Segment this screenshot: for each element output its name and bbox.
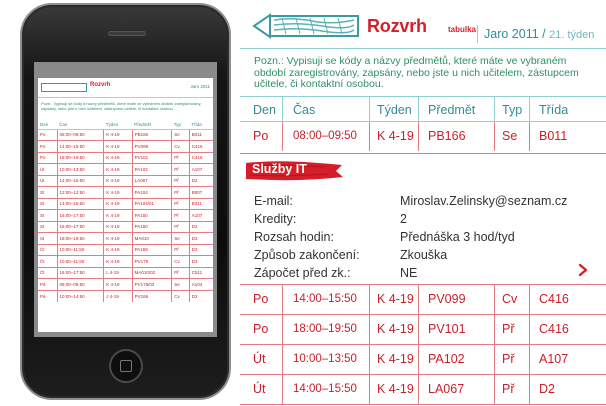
phone-cell-day: Po: [38, 129, 57, 141]
column-divider: [369, 97, 370, 122]
cell-divider: [282, 122, 283, 151]
column-header-room[interactable]: Třída: [539, 103, 569, 117]
phone-cell-type: Př: [172, 187, 190, 199]
cell-day: Út: [253, 352, 266, 366]
phone-cell-day: St: [38, 187, 57, 199]
phone-semester: Jaro 2011: [190, 84, 210, 89]
phone-cell-room: D3: [189, 233, 213, 245]
cell-divider: [369, 375, 370, 404]
cell-divider: [494, 122, 495, 151]
phone-cell-type: Př: [172, 175, 190, 187]
cell-divider: [494, 345, 495, 374]
phone-cell-room: B007: [189, 187, 213, 199]
phone-cell-week: J 4-19: [104, 290, 132, 302]
phone-cell-type: Cv: [172, 290, 190, 302]
cell-divider: [529, 285, 530, 314]
phone-cell-room: B311: [189, 198, 213, 210]
phone-cell-week: K 4-19: [104, 141, 132, 153]
note-text: Pozn.: Vypisuji se kódy a názvy předmětů, které máte ve vybraném období zaregistrovány, zapsány, nebo jste u nich učitelem, zástupcem učitele, či kontaktní osobou.: [254, 55, 579, 91]
cell-time: 14:00–15:50: [293, 293, 357, 305]
phone-cell-room: C511: [189, 267, 213, 279]
phone-cell-room: D3: [189, 244, 213, 256]
phone-cell-time: 16:00–17:50: [57, 210, 104, 222]
detail-label-credit-before-exam: Zápočet před zk.:: [254, 266, 351, 280]
cell-day: Po: [253, 322, 269, 336]
phone-cell-time: 14:00–15:50: [57, 198, 104, 210]
phone-cell-week: K 4-19: [104, 164, 132, 176]
phone-column-header[interactable]: Týden: [104, 120, 132, 129]
phone-table-row[interactable]: [38, 141, 213, 153]
cell-divider: [369, 315, 370, 344]
cell-divider: [418, 375, 419, 404]
phone-cell-time: 08:00–09:50: [57, 279, 104, 291]
cell-divider: [369, 122, 370, 151]
header-divider: [477, 25, 478, 43]
phone-app-title: Rozvrh: [90, 82, 111, 88]
cell-type: Př: [502, 352, 515, 366]
phone-cell-day: St: [38, 233, 57, 245]
column-header-type[interactable]: Typ: [502, 103, 523, 117]
detail-label-hours: Rozsah hodin:: [254, 230, 334, 244]
cell-time: 08:00–09:50: [293, 130, 357, 142]
semester-name: Jaro 2011: [484, 27, 539, 41]
phone-column-header[interactable]: Třída: [189, 120, 213, 129]
phone-cell-day: Čt: [38, 244, 57, 256]
pencil-logo-icon: [252, 12, 362, 40]
phone-cell-subject: PA150: [132, 221, 172, 233]
cell-week: K 4-19: [377, 292, 414, 306]
phone-cell-subject: PB166: [132, 129, 172, 141]
phone-table-row[interactable]: [38, 256, 213, 268]
phone-cell-type: Cv: [172, 141, 190, 153]
week-label: 21. týden: [549, 29, 595, 41]
phone-cell-subject: MA010: [132, 233, 172, 245]
cell-divider: [418, 285, 419, 314]
cell-divider: [369, 345, 370, 374]
phone-cell-day: St: [38, 221, 57, 233]
phone-cell-day: St: [38, 198, 57, 210]
phone-cell-subject: PA159: [132, 244, 172, 256]
phone-cell-room: D2: [189, 290, 213, 302]
schedule-app: [240, 0, 606, 406]
column-header-day[interactable]: Den: [253, 103, 276, 117]
cell-divider: [369, 285, 370, 314]
phone-cell-week: K 4-19: [104, 279, 132, 291]
phone-cell-time: 18:00–19:50: [57, 233, 104, 245]
cell-subject: PB166: [428, 129, 466, 143]
phone-cell-subject: PA104/01: [132, 198, 172, 210]
phone-table-row[interactable]: [38, 152, 213, 164]
phone-cell-day: Pá: [38, 290, 57, 302]
phone-column-header[interactable]: Čas: [57, 120, 104, 129]
cell-room: B011: [539, 129, 568, 143]
phone-cell-time: 18:00–19:50: [57, 152, 104, 164]
cell-day: Po: [253, 292, 269, 306]
phone-cell-type: Se: [172, 279, 190, 291]
phone-cell-time: 10:00–13:50: [57, 164, 104, 176]
phone-cell-subject: PV099: [132, 141, 172, 153]
phone-cell-type: Př: [172, 221, 190, 233]
cell-room: C416: [539, 322, 569, 336]
phone-cell-type: Př: [172, 210, 190, 222]
phone-cell-room: D2: [189, 175, 213, 187]
table-row[interactable]: [240, 345, 606, 375]
phone-cell-time: 10:00–11:50: [57, 256, 104, 268]
app-title: Rozvrh: [367, 16, 427, 36]
detail-label-email: E-mail:: [254, 194, 293, 208]
cell-divider: [494, 285, 495, 314]
phone-note: Pozn.: Vypisuji se kódy a názvy předmětů, které máte ve vybraném období zaregistrovány, zapsány, nebo jste u nich učitelem, zástupcem učitele, či kontaktní osobou.: [41, 101, 202, 111]
phone-cell-room: A104: [189, 279, 213, 291]
phone-table-row[interactable]: [38, 175, 213, 187]
phone-cell-time: 14:00–15:50: [57, 175, 104, 187]
home-button[interactable]: [109, 349, 143, 383]
phone-cell-type: Př: [172, 152, 190, 164]
phone-table-row[interactable]: [38, 279, 213, 291]
cell-week: K 4-19: [377, 129, 414, 143]
phone-table-row[interactable]: [38, 187, 213, 199]
cell-subject: PA102: [428, 352, 465, 366]
phone-schedule-table: [38, 120, 213, 302]
phone-cell-time: 10:00–14:50: [57, 290, 104, 302]
phone-cell-day: Po: [38, 141, 57, 153]
phone-cell-subject: PA102: [132, 164, 172, 176]
phone-cell-day: Pá: [38, 279, 57, 291]
phone-app-view: [38, 78, 213, 332]
phone-cell-subject: PA104: [132, 187, 172, 199]
phone-cell-subject: PV166: [132, 290, 172, 302]
phone-cell-room: B011: [189, 129, 213, 141]
phone-app-header: [38, 78, 213, 98]
detail-value-hours: Přednáška 3 hod/tyd: [400, 230, 515, 244]
app-header: [240, 0, 606, 49]
cell-room: C416: [539, 292, 569, 306]
cell-week: K 4-19: [377, 322, 414, 336]
column-header-subject[interactable]: Předmět: [428, 103, 476, 117]
phone-cell-day: Út: [38, 164, 57, 176]
phone-cell-time: 10:00–11:50: [57, 244, 104, 256]
phone-cell-type: Se: [172, 233, 190, 245]
table-row[interactable]: [240, 375, 606, 405]
phone-mockup: [20, 3, 231, 400]
phone-cell-day: St: [38, 210, 57, 222]
phone-cell-week: K 4-19: [104, 152, 132, 164]
phone-cell-type: Př: [172, 267, 190, 279]
cell-divider: [418, 315, 419, 344]
table-header: [240, 96, 606, 122]
cell-type: Př: [502, 382, 515, 396]
cell-time: 18:00–19:50: [293, 323, 357, 335]
phone-cell-week: K 4-19: [104, 221, 132, 233]
speaker-grille: [108, 31, 146, 36]
phone-cell-type: Cv: [172, 256, 190, 268]
phone-table-row[interactable]: [38, 210, 213, 222]
phone-cell-day: Út: [38, 175, 57, 187]
course-detail-panel: [240, 153, 606, 285]
detail-label-credits: Kredity:: [254, 212, 297, 226]
phone-cell-room: C416: [189, 152, 213, 164]
phone-cell-week: K 4-19: [104, 244, 132, 256]
cell-divider: [529, 315, 530, 344]
phone-table-row[interactable]: [38, 198, 213, 210]
phone-cell-week: K 4-19: [104, 175, 132, 187]
cell-type: Se: [502, 129, 518, 143]
front-camera: [123, 17, 129, 23]
phone-cell-type: Se: [172, 129, 190, 141]
cell-room: A107: [539, 352, 569, 366]
phone-cell-type: Př: [172, 244, 190, 256]
phone-cell-time: 16:00–17:50: [57, 267, 104, 279]
phone-cell-time: 12:00–12:50: [57, 187, 104, 199]
phone-cell-room: D2: [189, 221, 213, 233]
phone-cell-room: A107: [189, 164, 213, 176]
phone-cell-type: Př: [172, 198, 190, 210]
detail-value-completion: Zkouška: [400, 248, 448, 262]
cell-week: K 4-19: [377, 382, 414, 396]
phone-cell-week: K 4-19: [104, 187, 132, 199]
phone-column-header[interactable]: Předmět: [132, 120, 172, 129]
phone-cell-time: 08:00–09:50: [57, 129, 104, 141]
phone-table-row[interactable]: [38, 221, 213, 233]
cell-divider: [529, 122, 530, 151]
detail-value-credit-before-exam: NE: [400, 266, 418, 280]
detail-title: Služby IT: [252, 162, 307, 176]
phone-cell-room: A107: [189, 210, 213, 222]
cell-divider: [418, 345, 419, 374]
column-header-time[interactable]: Čas: [293, 103, 316, 117]
phone-cell-week: K 4-19: [104, 198, 132, 210]
cell-divider: [418, 122, 419, 151]
phone-logo-icon: [41, 83, 87, 92]
cell-divider: [494, 375, 495, 404]
phone-table-row[interactable]: [38, 164, 213, 176]
phone-cell-room: D3: [189, 256, 213, 268]
cell-subject: PV101: [428, 322, 466, 336]
phone-table-row[interactable]: [38, 244, 213, 256]
table-row[interactable]: [240, 315, 606, 345]
cell-time: 14:00–15:50: [293, 383, 357, 395]
semester-label: Jaro 2011 / 21. týden: [484, 27, 595, 41]
phone-cell-type: Př: [172, 164, 190, 176]
cell-divider: [282, 285, 283, 314]
cell-divider: [494, 315, 495, 344]
phone-table-row[interactable]: [38, 267, 213, 279]
chevron-right-icon[interactable]: [576, 263, 590, 277]
phone-cell-subject: PV101: [132, 152, 172, 164]
phone-table-row[interactable]: [38, 290, 213, 302]
phone-cell-day: Čt: [38, 256, 57, 268]
phone-cell-week: K 4-19: [104, 256, 132, 268]
phone-cell-subject: PV175: [132, 256, 172, 268]
table-row[interactable]: [240, 285, 606, 315]
cell-week: K 4-19: [377, 352, 414, 366]
cell-type: Př: [502, 322, 515, 336]
phone-cell-subject: LA067: [132, 175, 172, 187]
phone-cell-subject: PV175/02: [132, 279, 172, 291]
phone-cell-day: Po: [38, 152, 57, 164]
table-row-selected[interactable]: [240, 122, 606, 152]
phone-cell-week: L 4-19: [104, 267, 132, 279]
cell-subject: PV099: [428, 292, 466, 306]
phone-column-header[interactable]: Den: [38, 120, 57, 129]
phone-cell-room: C416: [189, 141, 213, 153]
column-divider: [418, 97, 419, 122]
app-subtitle: tabulka: [448, 25, 477, 34]
column-divider: [529, 97, 530, 122]
cell-day: Po: [253, 129, 269, 143]
column-divider: [282, 97, 283, 122]
detail-value-credits: 2: [400, 212, 407, 226]
phone-cell-week: K 4-19: [104, 210, 132, 222]
cell-time: 10:00–13:50: [293, 353, 357, 365]
column-header-week[interactable]: Týden: [377, 103, 412, 117]
detail-value-email[interactable]: Miroslav.Zelinsky@seznam.cz: [400, 194, 568, 208]
cell-divider: [282, 345, 283, 374]
cell-type: Cv: [502, 292, 518, 306]
phone-cell-week: K 4-19: [104, 233, 132, 245]
column-divider: [494, 97, 495, 122]
phone-cell-week: K 4-19: [104, 129, 132, 141]
detail-label-completion: Způsob zakončení:: [254, 248, 360, 262]
cell-room: D2: [539, 382, 555, 396]
phone-cell-time: 14:00–15:50: [57, 141, 104, 153]
phone-cell-subject: MA010/02: [132, 267, 172, 279]
cell-day: Út: [253, 382, 266, 396]
cell-divider: [282, 375, 283, 404]
phone-cell-day: Čt: [38, 267, 57, 279]
phone-screen: [34, 62, 217, 337]
cell-divider: [282, 315, 283, 344]
cell-subject: LA067: [428, 382, 465, 396]
phone-cell-subject: PA150: [132, 210, 172, 222]
phone-column-header[interactable]: Typ: [172, 120, 190, 129]
cell-divider: [529, 375, 530, 404]
phone-table-row[interactable]: [38, 129, 213, 141]
phone-table-row[interactable]: [38, 233, 213, 245]
phone-cell-time: 16:00–17:50: [57, 221, 104, 233]
cell-divider: [529, 345, 530, 374]
